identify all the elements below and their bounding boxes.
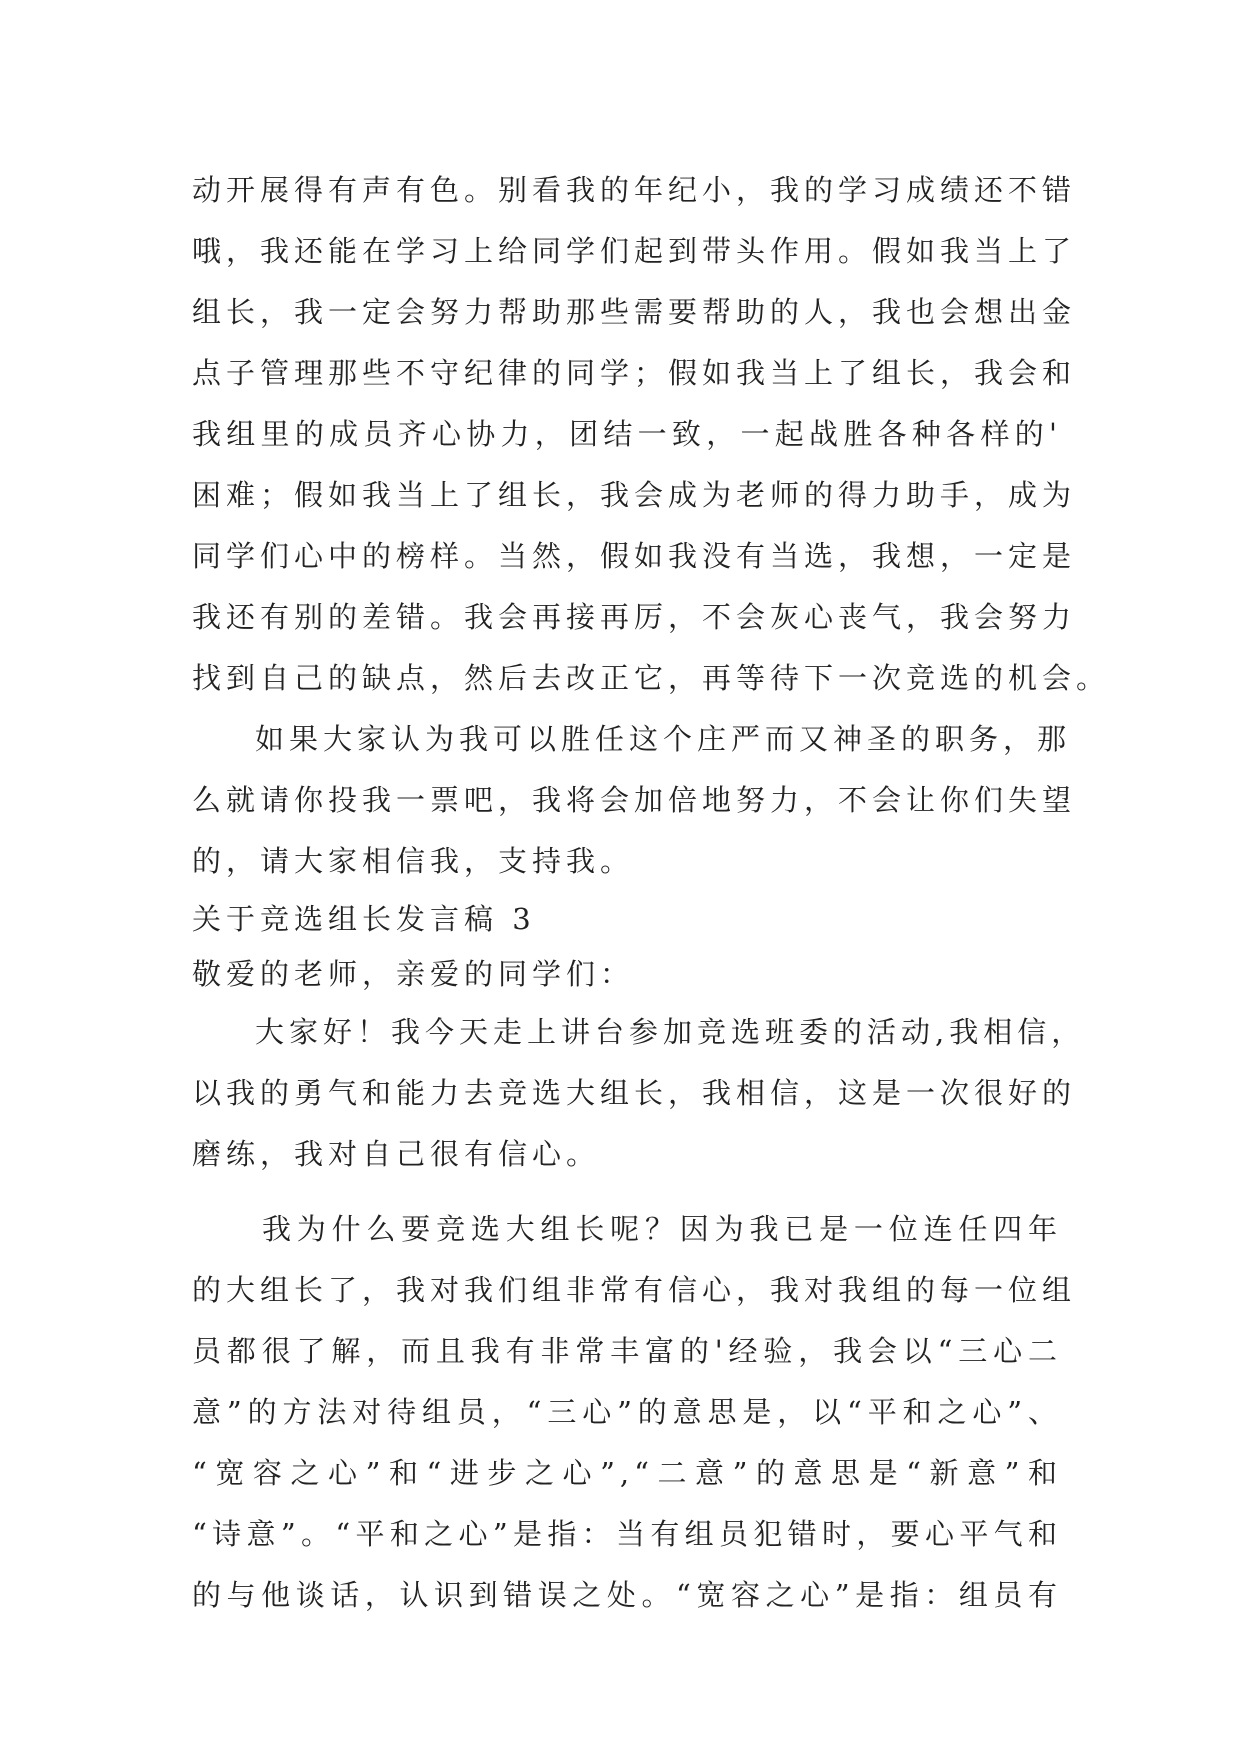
text-line: 意”的方法对待组员，“三心”的意思是，以“平和之心”、 <box>192 1395 1062 1429</box>
text-line: “诗意”。“平和之心”是指：当有组员犯错时，要心平气和 <box>192 1517 1062 1551</box>
text-line: 的大组长了，我对我们组非常有信心，我对我组的每一位组 <box>192 1273 1077 1307</box>
text-line: 么就请你投我一票吧，我将会加倍地努力，不会让你们失望 <box>192 783 1077 817</box>
text-line: 以我的勇气和能力去竞选大组长，我相信，这是一次很好的 <box>192 1076 1077 1110</box>
text-line: 磨练，我对自己很有信心。 <box>192 1137 601 1171</box>
text-line: 我还有别的差错。我会再接再厉，不会灰心丧气，我会努力 <box>192 600 1077 634</box>
text-line: 的，请大家相信我，支持我。 <box>192 844 635 878</box>
text-line: 员都很了解，而且我有非常丰富的'经验，我会以“三心二 <box>192 1334 1062 1368</box>
paragraph-gap <box>192 1185 1062 1199</box>
document-body <box>192 160 1111 1626</box>
text-line: 如果大家认为我可以胜任这个庄严而又神圣的职务，那 <box>255 722 1072 756</box>
salutation: 敬爱的老师，亲爱的同学们： <box>192 957 635 991</box>
text-line: 点子管理那些不守纪律的同学；假如我当上了组长，我会和 <box>192 356 1077 390</box>
text-line: 大家好！我今天走上讲台参加竞选班委的活动,我相信， <box>255 1015 1086 1049</box>
text-line: 的与他谈话，认识到错误之处。“宽容之心”是指：组员有 <box>192 1578 1062 1612</box>
text-line: 动开展得有声有色。别看我的年纪小，我的学习成绩还不错 <box>192 173 1077 207</box>
text-line: “宽容之心”和“进步之心”,“二意”的意思是“新意”和 <box>192 1456 1062 1490</box>
text-line: 组长，我一定会努力帮助那些需要帮助的人，我也会想出金 <box>192 295 1077 329</box>
text-line: 哦，我还能在学习上给同学们起到带头作用。假如我当上了 <box>192 234 1077 268</box>
text-line: 我组里的成员齐心协力，团结一致，一起战胜各种各样的' <box>192 417 1062 451</box>
section-heading: 关于竞选组长发言稿 3 <box>192 902 536 936</box>
text-line: 同学们心中的榜样。当然，假如我没有当选，我想，一定是 <box>192 539 1077 573</box>
text-line: 找到自己的缺点，然后去改正它，再等待下一次竞选的机会。 <box>192 661 1111 695</box>
text-line: 困难；假如我当上了组长，我会成为老师的得力助手，成为 <box>192 478 1077 512</box>
text-line: 我为什么要竞选大组长呢？因为我已是一位连任四年 <box>262 1212 1062 1246</box>
